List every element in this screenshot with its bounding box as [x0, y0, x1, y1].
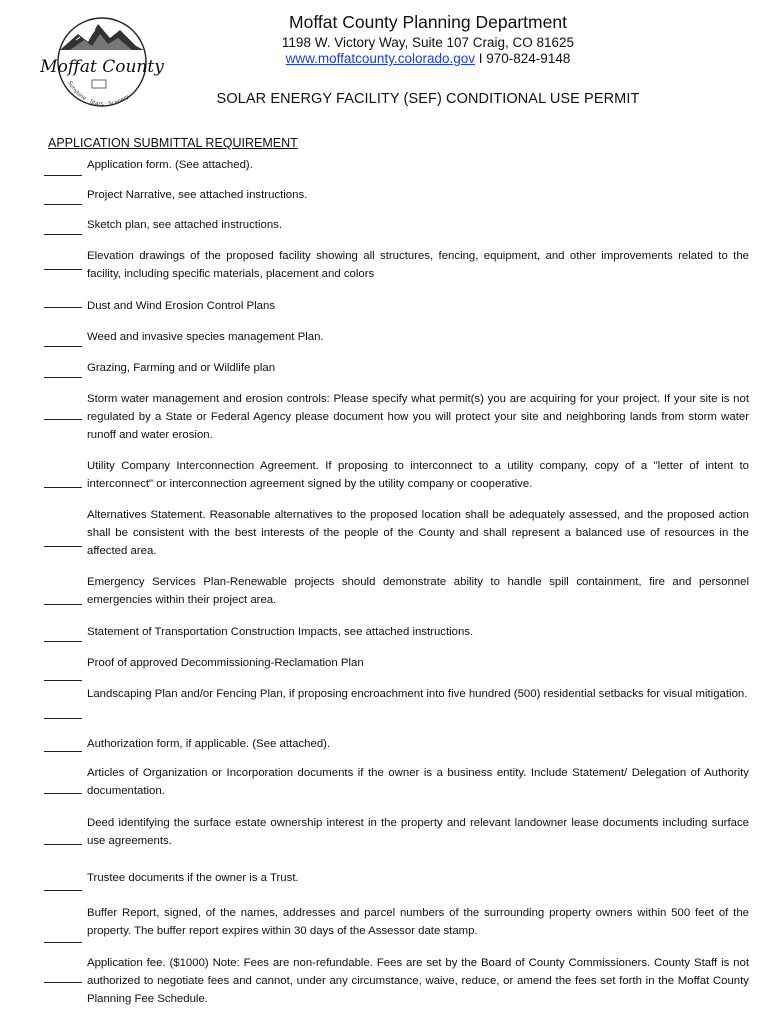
- requirement-text: Deed identifying the surface estate ownership interest in the property and relevant landowner lease documents including surface use agreements.: [87, 817, 749, 847]
- checkbox-blank-line[interactable]: [44, 175, 82, 176]
- checkbox-blank-line[interactable]: [44, 680, 82, 681]
- checkbox-blank-line[interactable]: [44, 718, 82, 719]
- checkbox-blank-line[interactable]: [44, 604, 82, 605]
- checkbox-blank-line[interactable]: [44, 890, 82, 891]
- checkbox-blank-line[interactable]: [44, 641, 82, 642]
- checkbox-blank-line[interactable]: [44, 307, 82, 308]
- checkbox-blank-line[interactable]: [44, 793, 82, 794]
- checkbox-blank-line[interactable]: [44, 982, 82, 983]
- requirement-text: Application form. (See attached).: [87, 159, 253, 171]
- phone-number: 970-824-9148: [486, 51, 571, 66]
- requirement-text: Buffer Report, signed, of the names, addresses and parcel numbers of the surrounding property owners within 500 feet of the property. The buffer report expires within 30 days of the Assessor date stamp.: [87, 907, 749, 937]
- requirement-text: Utility Company Interconnection Agreement. If proposing to interconnect to a utility company, copy of a "letter of intent to interconnect" or interconnection agreement signed by the utility company or cooperative.: [87, 460, 749, 490]
- requirement-text: Landscaping Plan and/or Fencing Plan, if proposing encroachment into five hundred (500) residential setbacks for visual mitigation.: [87, 688, 748, 700]
- requirement-text: Project Narrative, see attached instructions.: [87, 189, 308, 201]
- contact-separator: I: [475, 51, 487, 66]
- department-address: 1198 W. Victory Way, Suite 107 Craig, CO 81625: [281, 35, 575, 50]
- requirement-text: Emergency Services Plan-Renewable projects should demonstrate ability to handle spill containment, fire and personnel emergencies within their project area.: [87, 576, 749, 606]
- requirement-text: Trustee documents if the owner is a Trust.: [87, 872, 299, 884]
- checkbox-blank-line[interactable]: [44, 487, 82, 488]
- checkbox-blank-line[interactable]: [44, 204, 82, 205]
- checkbox-blank-line[interactable]: [44, 546, 82, 547]
- checkbox-blank-line[interactable]: [44, 419, 82, 420]
- requirement-text: Dust and Wind Erosion Control Plans: [87, 300, 276, 312]
- logo-ring-text: Sunshine · Stars · Scenery: [66, 80, 131, 108]
- requirement-text: Application fee. ($1000) Note: Fees are non-refundable. Fees are set by the Board of County Commissioners. County Staff is not authorized to negotiate fees and cannot, under any circumstance, waive, reduce, or amend the fees set forth in the Moffat County Planning Fee Schedule.: [87, 957, 749, 1005]
- section-title: APPLICATION SUBMITTAL REQUIREMENT: [48, 136, 298, 150]
- permit-title: SOLAR ENERGY FACILITY (SEF) CONDITIONAL USE PERMIT: [216, 91, 640, 107]
- contact-line: [0, 51, 770, 66]
- checkbox-blank-line[interactable]: [44, 346, 82, 347]
- requirement-text: Storm water management and erosion controls: Please specify what permit(s) you are acquiring for your project. If your site is not regulated by a State or Federal Agency please document how you will protect your site and neighboring lands from storm water runoff and water erosion.: [87, 393, 749, 441]
- requirement-text: Sketch plan, see attached instructions.: [87, 219, 283, 231]
- requirement-text: Alternatives Statement. Reasonable alternatives to the proposed location shall be adequately assessed, and the proposed action shall be consistent with the best interests of the people of the County and shall represent a balanced use of resources in the affected area.: [87, 509, 749, 557]
- requirement-text: Weed and invasive species management Plan.: [87, 331, 324, 343]
- requirement-text: Proof of approved Decommissioning-Reclamation Plan: [87, 657, 364, 669]
- checkbox-blank-line[interactable]: [44, 269, 82, 270]
- logo-wordmark: Moffat County: [40, 57, 164, 77]
- requirement-text: Articles of Organization or Incorporation documents if the owner is a business entity. Include Statement/ Delegation of Authority documentation.: [87, 767, 749, 797]
- checkbox-blank-line[interactable]: [44, 234, 82, 235]
- checkbox-blank-line[interactable]: [44, 751, 82, 752]
- requirement-text: Statement of Transportation Construction Impacts, see attached instructions.: [87, 626, 474, 638]
- department-name: Moffat County Planning Department: [289, 12, 567, 32]
- website-link[interactable]: www.moffatcounty.colorado.gov: [285, 51, 475, 66]
- requirement-text: Authorization form, if applicable. (See attached).: [87, 738, 331, 750]
- requirement-text: Grazing, Farming and or Wildlife plan: [87, 362, 276, 374]
- checkbox-blank-line[interactable]: [44, 377, 82, 378]
- checkbox-blank-line[interactable]: [44, 844, 82, 845]
- checkbox-blank-line[interactable]: [44, 942, 82, 943]
- requirement-text: Elevation drawings of the proposed facility showing all structures, fencing, equipment, and other improvements related to the facility, including specific materials, placement and colors: [87, 250, 749, 280]
